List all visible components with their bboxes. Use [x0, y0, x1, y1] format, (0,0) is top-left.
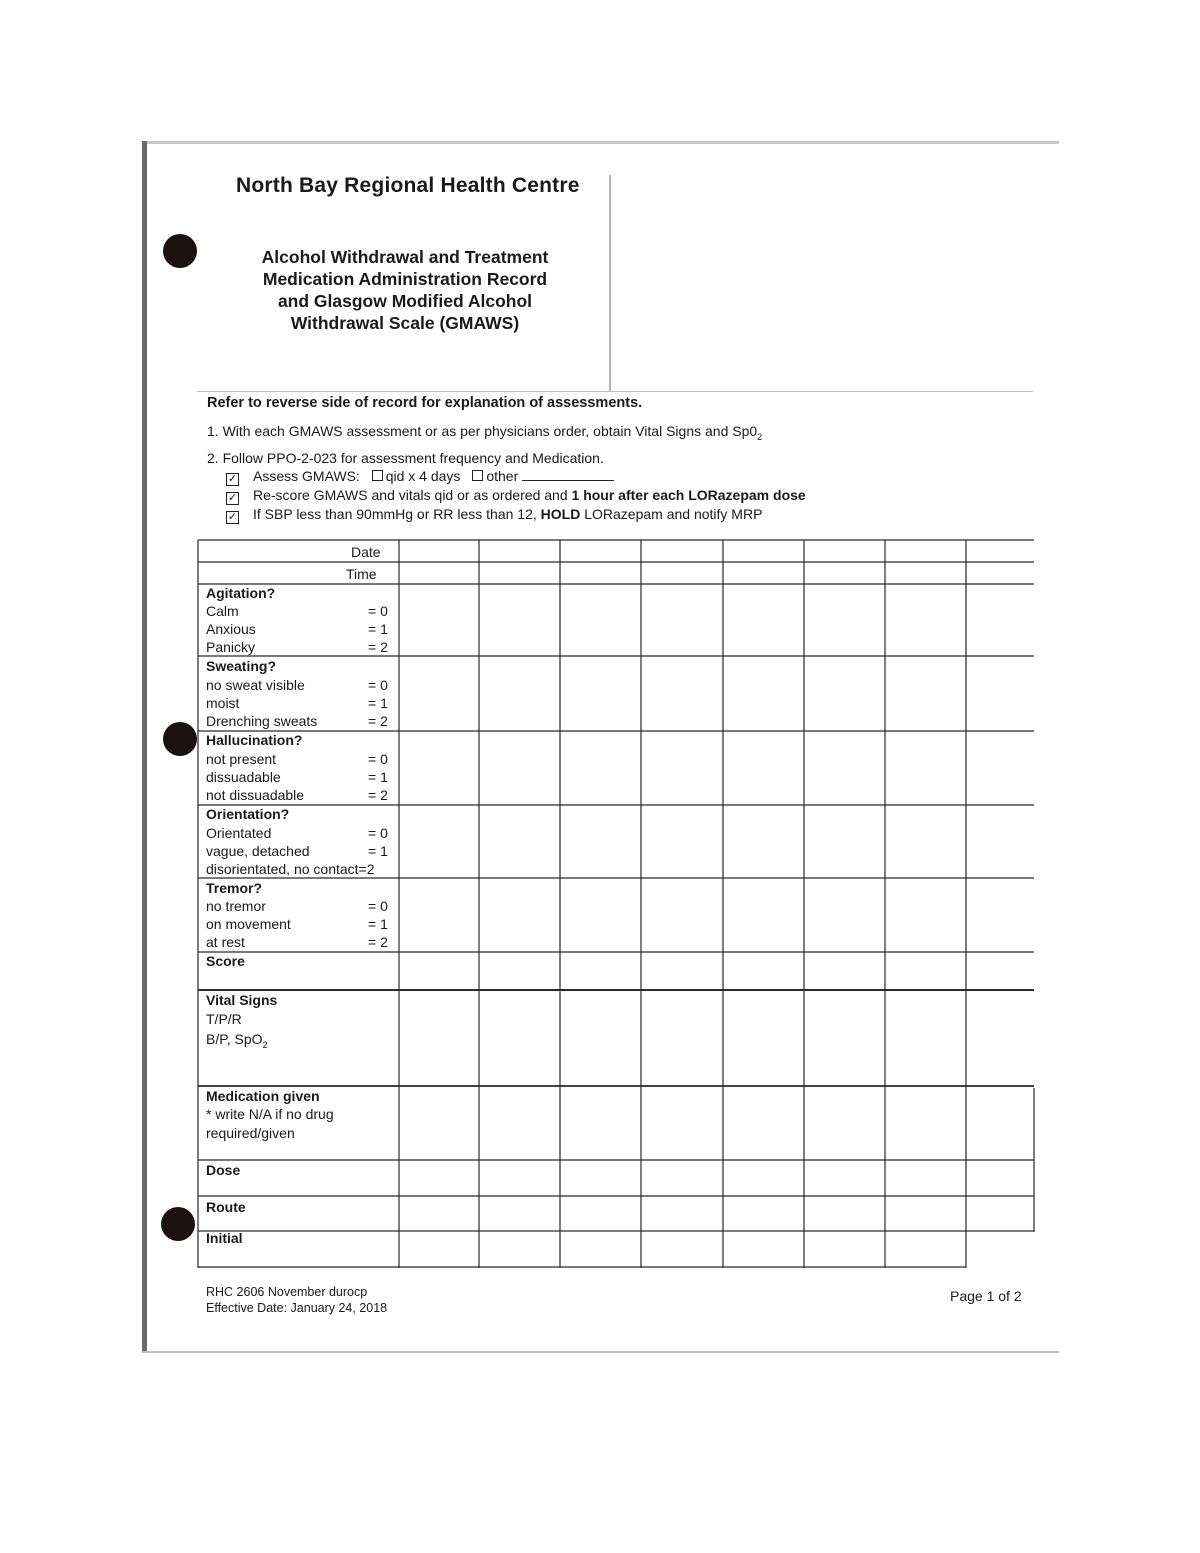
instruction-1-text: 1. With each GMAWS assessment or as per physicians order, obtain Vital Signs and Sp0 [207, 423, 758, 439]
time-label: Time [346, 566, 377, 582]
section-sweating-title: Sweating? [206, 658, 277, 674]
rescore-text: Re-score GMAWS and vitals qid or as ordered and [253, 487, 572, 503]
form-title-line-4: Withdrawal Scale (GMAWS) [290, 313, 520, 333]
hallucination-item-score: = 2 [368, 787, 388, 803]
rescore-bold: 1 hour after each LORazepam dose [571, 487, 806, 503]
sbp-text: If SBP less than 90mmHg or RR less than 12, [253, 506, 541, 522]
hallucination-item-label: not present [206, 751, 277, 767]
sweating-item-label: Drenching sweats [206, 713, 318, 729]
instruction-2: 2. Follow PPO-2-023 for assessment frequency and Medication. [207, 450, 604, 466]
agitation-item-label: Calm [206, 603, 239, 619]
tremor-item-score: = 2 [368, 934, 388, 950]
sweating-item-score: = 1 [368, 695, 388, 711]
form-id: RHC 2606 November durocp [206, 1285, 368, 1299]
refer-note: Refer to reverse side of record for explanation of assessments. [207, 395, 643, 411]
orientation-item-label: disorientated, no contact=2 [206, 861, 375, 877]
form-title-line-2: Medication Administration Record [262, 269, 548, 289]
form-footer [206, 1284, 387, 1316]
vitals-tpr: T/P/R [206, 1011, 242, 1027]
vitals-bp-text: B/P, SpO [206, 1031, 263, 1047]
hallucination-item-label: not dissuadable [206, 787, 305, 803]
sweating-item-score: = 2 [368, 713, 388, 729]
checked-box-icon[interactable]: ✓ [227, 492, 238, 504]
tremor-item-label: on movement [206, 916, 291, 932]
section-orientation-title: Orientation? [206, 806, 290, 822]
hallucination-item-label: dissuadable [206, 769, 281, 785]
tremor-item-score: = 0 [368, 898, 388, 914]
sweating-item-label: no sweat visible [206, 677, 305, 693]
section-hallucination-title: Hallucination? [206, 732, 303, 748]
agitation-item-label: Panicky [206, 639, 256, 655]
section-agitation-title: Agitation? [206, 585, 276, 601]
organization-name: North Bay Regional Health Centre [236, 174, 580, 197]
hallucination-item-score: = 1 [368, 769, 388, 785]
tremor-item-label: at rest [206, 934, 245, 950]
orientation-item-score: = 1 [368, 843, 388, 859]
vitals-bp-spo2 [206, 1031, 268, 1050]
form-title-line-1: Alcohol Withdrawal and Treatment [261, 247, 549, 267]
dose-label: Dose [206, 1162, 241, 1178]
sbp-text-end: LORazepam and notify MRP [580, 506, 763, 522]
agitation-item-label: Anxious [206, 621, 256, 637]
assess-label: Assess GMAWS: [253, 468, 360, 484]
tremor-item-score: = 1 [368, 916, 388, 932]
page-number: Page 1 of 2 [950, 1288, 1022, 1304]
tremor-item-label: no tremor [206, 898, 266, 914]
agitation-item-score: = 1 [368, 621, 388, 637]
initial-label: Initial [206, 1230, 243, 1246]
orientation-item-score: = 0 [368, 825, 388, 841]
agitation-item-score: = 0 [368, 603, 388, 619]
date-label: Date [351, 544, 381, 560]
medication-note-1: * write N/A if no drug [206, 1106, 334, 1122]
medication-title: Medication given [206, 1088, 320, 1104]
effective-date: Effective Date: January 24, 2018 [206, 1301, 388, 1315]
sbp-hold: HOLD [540, 506, 581, 522]
sweating-item-label: moist [206, 695, 240, 711]
orientation-item-label: vague, detached [206, 843, 310, 859]
section-tremor-title: Tremor? [206, 880, 263, 896]
score-label: Score [206, 953, 245, 969]
vitals-subscript: 2 [262, 1039, 268, 1050]
checked-box-icon[interactable]: ✓ [227, 511, 238, 523]
checked-box-icon[interactable]: ✓ [227, 473, 238, 485]
sweating-item-score: = 0 [368, 677, 388, 693]
medication-note-2: required/given [206, 1125, 295, 1141]
form-title-line-3: and Glasgow Modified Alcohol [277, 291, 533, 311]
route-label: Route [206, 1199, 246, 1215]
option-qid: qid x 4 days [385, 468, 461, 484]
option-other: other [486, 468, 519, 484]
agitation-item-score: = 2 [368, 639, 388, 655]
vitals-title: Vital Signs [206, 992, 278, 1008]
orientation-item-label: Orientated [206, 825, 272, 841]
instruction-1-subscript: 2 [757, 431, 763, 442]
hallucination-item-score: = 0 [368, 751, 388, 767]
